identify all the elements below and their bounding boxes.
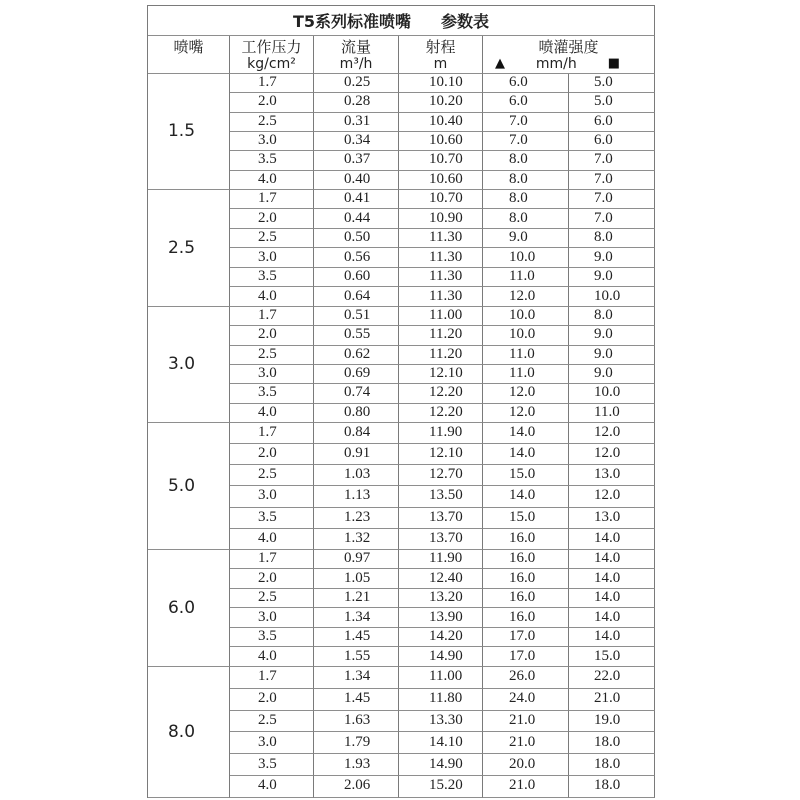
pressure-cell: 4.0 — [230, 647, 314, 667]
header-pressure-unit: kg/cm² — [247, 56, 296, 72]
intensity-triangle-cell: 6.0 — [483, 93, 569, 112]
nozzle-size-cell: 2.5 — [148, 190, 230, 307]
flow-cell: 1.05 — [314, 569, 399, 589]
flow-cell: 0.91 — [314, 444, 399, 465]
intensity-square-cell: 6.0 — [569, 113, 655, 132]
flow-cell: 0.37 — [314, 151, 399, 170]
flow-cell: 1.93 — [314, 754, 399, 776]
intensity-triangle-cell: 8.0 — [483, 171, 569, 190]
flow-cell: 1.21 — [314, 589, 399, 609]
intensity-square-cell: 7.0 — [569, 190, 655, 210]
range-cell: 14.90 — [399, 647, 483, 667]
intensity-triangle-cell: 8.0 — [483, 190, 569, 210]
flow-cell: 0.80 — [314, 404, 399, 423]
header-range — [399, 36, 483, 74]
range-cell: 11.20 — [399, 326, 483, 345]
square-symbol-icon: ■ — [607, 56, 620, 71]
flow-cell: 1.63 — [314, 711, 399, 733]
pressure-cell: 2.0 — [230, 689, 314, 711]
pressure-cell: 3.5 — [230, 754, 314, 776]
intensity-triangle-cell: 10.0 — [483, 248, 569, 268]
intensity-triangle-cell: 16.0 — [483, 569, 569, 589]
intensity-triangle-cell: 15.0 — [483, 508, 569, 529]
flow-cell: 1.13 — [314, 486, 399, 507]
intensity-square-cell: 19.0 — [569, 711, 655, 733]
intensity-square-cell: 9.0 — [569, 248, 655, 268]
range-cell: 12.10 — [399, 365, 483, 384]
intensity-triangle-cell: 14.0 — [483, 444, 569, 465]
range-cell: 10.90 — [399, 209, 483, 229]
intensity-triangle-cell: 20.0 — [483, 754, 569, 776]
pressure-cell: 4.0 — [230, 171, 314, 190]
flow-cell: 0.74 — [314, 384, 399, 403]
intensity-triangle-cell: 17.0 — [483, 628, 569, 648]
flow-cell: 0.28 — [314, 93, 399, 112]
intensity-triangle-cell: 12.0 — [483, 384, 569, 403]
range-cell: 12.10 — [399, 444, 483, 465]
pressure-cell: 3.0 — [230, 248, 314, 268]
intensity-triangle-cell: 16.0 — [483, 550, 569, 570]
intensity-square-cell: 9.0 — [569, 365, 655, 384]
intensity-triangle-cell: 14.0 — [483, 423, 569, 444]
intensity-square-cell: 22.0 — [569, 667, 655, 689]
range-cell: 11.30 — [399, 229, 483, 249]
flow-cell: 0.31 — [314, 113, 399, 132]
header-intensity-label: 喷灌强度 — [538, 38, 599, 56]
intensity-square-cell: 7.0 — [569, 151, 655, 170]
range-cell: 11.30 — [399, 248, 483, 268]
intensity-triangle-cell: 15.0 — [483, 465, 569, 486]
flow-cell: 0.40 — [314, 171, 399, 190]
intensity-square-cell: 12.0 — [569, 486, 655, 507]
range-cell: 10.40 — [399, 113, 483, 132]
triangle-symbol-icon: ▲ — [495, 56, 505, 71]
header-intensity-unit: mm/h — [535, 56, 577, 72]
flow-cell: 1.45 — [314, 689, 399, 711]
intensity-triangle-cell: 16.0 — [483, 589, 569, 609]
pressure-cell: 3.5 — [230, 508, 314, 529]
pressure-cell: 4.0 — [230, 287, 314, 307]
pressure-cell: 3.0 — [230, 132, 314, 151]
header-nozzle — [148, 36, 230, 74]
range-cell: 14.90 — [399, 754, 483, 776]
range-cell: 10.60 — [399, 171, 483, 190]
intensity-square-cell: 13.0 — [569, 465, 655, 486]
range-cell: 12.70 — [399, 465, 483, 486]
range-cell: 13.30 — [399, 711, 483, 733]
flow-cell: 0.50 — [314, 229, 399, 249]
flow-cell: 1.32 — [314, 529, 399, 550]
pressure-cell: 4.0 — [230, 529, 314, 550]
intensity-triangle-cell: 9.0 — [483, 229, 569, 249]
pressure-cell: 3.5 — [230, 628, 314, 648]
flow-cell: 0.55 — [314, 326, 399, 345]
intensity-triangle-cell: 11.0 — [483, 346, 569, 365]
intensity-triangle-cell: 21.0 — [483, 711, 569, 733]
intensity-square-cell: 6.0 — [569, 132, 655, 151]
intensity-square-cell: 14.0 — [569, 550, 655, 570]
pressure-cell: 1.7 — [230, 423, 314, 444]
range-cell: 11.00 — [399, 307, 483, 326]
intensity-square-cell: 9.0 — [569, 346, 655, 365]
header-intensity — [483, 36, 655, 74]
pressure-cell: 3.0 — [230, 732, 314, 754]
header-intensity-unit-line — [483, 56, 654, 72]
header-range-label: 射程 — [425, 38, 456, 56]
pressure-cell: 1.7 — [230, 190, 314, 210]
range-cell: 14.10 — [399, 732, 483, 754]
intensity-triangle-cell: 7.0 — [483, 113, 569, 132]
intensity-square-cell: 7.0 — [569, 171, 655, 190]
pressure-cell: 4.0 — [230, 776, 314, 798]
range-cell: 11.30 — [399, 287, 483, 307]
intensity-square-cell: 9.0 — [569, 268, 655, 288]
intensity-square-cell: 18.0 — [569, 754, 655, 776]
intensity-square-cell: 9.0 — [569, 326, 655, 345]
range-cell: 11.00 — [399, 667, 483, 689]
intensity-triangle-cell: 10.0 — [483, 326, 569, 345]
range-cell: 10.10 — [399, 74, 483, 93]
intensity-triangle-cell: 11.0 — [483, 365, 569, 384]
table-title — [148, 6, 655, 36]
range-cell: 10.70 — [399, 190, 483, 210]
intensity-triangle-cell: 17.0 — [483, 647, 569, 667]
flow-cell: 0.84 — [314, 423, 399, 444]
intensity-square-cell: 14.0 — [569, 529, 655, 550]
intensity-square-cell: 14.0 — [569, 589, 655, 609]
header-pressure — [230, 36, 314, 74]
intensity-square-cell: 10.0 — [569, 287, 655, 307]
flow-cell: 0.62 — [314, 346, 399, 365]
range-cell: 12.20 — [399, 384, 483, 403]
range-cell: 13.90 — [399, 608, 483, 628]
header-flow — [314, 36, 399, 74]
flow-cell: 1.79 — [314, 732, 399, 754]
intensity-triangle-cell: 12.0 — [483, 287, 569, 307]
nozzle-size-cell: 8.0 — [148, 667, 230, 798]
intensity-square-cell: 10.0 — [569, 384, 655, 403]
range-cell: 11.30 — [399, 268, 483, 288]
intensity-triangle-cell: 8.0 — [483, 151, 569, 170]
range-cell: 12.20 — [399, 404, 483, 423]
flow-cell: 1.34 — [314, 608, 399, 628]
pressure-cell: 2.0 — [230, 326, 314, 345]
intensity-triangle-cell: 21.0 — [483, 732, 569, 754]
pressure-cell: 1.7 — [230, 74, 314, 93]
pressure-cell: 2.5 — [230, 113, 314, 132]
range-cell: 13.70 — [399, 508, 483, 529]
intensity-triangle-cell: 21.0 — [483, 776, 569, 798]
flow-cell: 2.06 — [314, 776, 399, 798]
pressure-cell: 1.7 — [230, 307, 314, 326]
intensity-square-cell: 5.0 — [569, 93, 655, 112]
intensity-triangle-cell: 14.0 — [483, 486, 569, 507]
nozzle-size-cell: 1.5 — [148, 74, 230, 190]
pressure-cell: 2.5 — [230, 465, 314, 486]
table-title-suffix: 参数表 — [441, 12, 490, 31]
intensity-square-cell: 11.0 — [569, 404, 655, 423]
range-cell: 11.20 — [399, 346, 483, 365]
flow-cell: 0.97 — [314, 550, 399, 570]
flow-cell: 0.60 — [314, 268, 399, 288]
pressure-cell: 2.5 — [230, 346, 314, 365]
flow-cell: 1.23 — [314, 508, 399, 529]
flow-cell: 0.34 — [314, 132, 399, 151]
pressure-cell: 3.0 — [230, 608, 314, 628]
flow-cell: 0.44 — [314, 209, 399, 229]
header-flow-unit: m³/h — [339, 56, 373, 72]
nozzle-size-cell: 6.0 — [148, 550, 230, 667]
intensity-triangle-cell: 24.0 — [483, 689, 569, 711]
intensity-square-cell: 12.0 — [569, 423, 655, 444]
flow-cell: 0.69 — [314, 365, 399, 384]
pressure-cell: 3.0 — [230, 365, 314, 384]
intensity-triangle-cell: 11.0 — [483, 268, 569, 288]
pressure-cell: 2.5 — [230, 711, 314, 733]
nozzle-size-cell: 3.0 — [148, 307, 230, 423]
range-cell: 14.20 — [399, 628, 483, 648]
header-range-unit: m — [433, 56, 448, 72]
pressure-cell: 2.5 — [230, 589, 314, 609]
intensity-square-cell: 12.0 — [569, 444, 655, 465]
intensity-square-cell: 8.0 — [569, 307, 655, 326]
range-cell: 10.70 — [399, 151, 483, 170]
intensity-square-cell: 18.0 — [569, 732, 655, 754]
pressure-cell: 3.5 — [230, 151, 314, 170]
flow-cell: 0.64 — [314, 287, 399, 307]
nozzle-size-cell: 5.0 — [148, 423, 230, 550]
flow-cell: 0.25 — [314, 74, 399, 93]
pressure-cell: 2.0 — [230, 93, 314, 112]
flow-cell: 0.41 — [314, 190, 399, 210]
intensity-triangle-cell: 16.0 — [483, 608, 569, 628]
pressure-cell: 3.0 — [230, 486, 314, 507]
flow-cell: 0.51 — [314, 307, 399, 326]
intensity-square-cell: 7.0 — [569, 209, 655, 229]
flow-cell: 1.34 — [314, 667, 399, 689]
range-cell: 11.90 — [399, 423, 483, 444]
pressure-cell: 1.7 — [230, 550, 314, 570]
range-cell: 11.90 — [399, 550, 483, 570]
range-cell: 15.20 — [399, 776, 483, 798]
range-cell: 10.20 — [399, 93, 483, 112]
range-cell: 13.70 — [399, 529, 483, 550]
range-cell: 13.50 — [399, 486, 483, 507]
pressure-cell: 2.0 — [230, 209, 314, 229]
intensity-triangle-cell: 16.0 — [483, 529, 569, 550]
pressure-cell: 3.5 — [230, 268, 314, 288]
range-cell: 12.40 — [399, 569, 483, 589]
pressure-cell: 2.0 — [230, 569, 314, 589]
intensity-triangle-cell: 8.0 — [483, 209, 569, 229]
flow-cell: 1.55 — [314, 647, 399, 667]
header-flow-label: 流量 — [340, 38, 371, 56]
intensity-triangle-cell: 12.0 — [483, 404, 569, 423]
range-cell: 13.20 — [399, 589, 483, 609]
intensity-square-cell: 14.0 — [569, 569, 655, 589]
intensity-square-cell: 15.0 — [569, 647, 655, 667]
flow-cell: 1.03 — [314, 465, 399, 486]
pressure-cell: 2.5 — [230, 229, 314, 249]
pressure-cell: 4.0 — [230, 404, 314, 423]
intensity-square-cell: 13.0 — [569, 508, 655, 529]
intensity-square-cell: 14.0 — [569, 628, 655, 648]
intensity-square-cell: 18.0 — [569, 776, 655, 798]
intensity-square-cell: 5.0 — [569, 74, 655, 93]
intensity-triangle-cell: 7.0 — [483, 132, 569, 151]
intensity-square-cell: 14.0 — [569, 608, 655, 628]
range-cell: 11.80 — [399, 689, 483, 711]
intensity-triangle-cell: 26.0 — [483, 667, 569, 689]
flow-cell: 1.45 — [314, 628, 399, 648]
pressure-cell: 2.0 — [230, 444, 314, 465]
header-nozzle-label: 喷嘴 — [173, 38, 204, 56]
intensity-square-cell: 8.0 — [569, 229, 655, 249]
range-cell: 10.60 — [399, 132, 483, 151]
flow-cell: 0.56 — [314, 248, 399, 268]
intensity-square-cell: 21.0 — [569, 689, 655, 711]
table-title-main: T5系列标准喷嘴 — [292, 12, 412, 31]
pressure-cell: 3.5 — [230, 384, 314, 403]
header-pressure-label: 工作压力 — [241, 38, 302, 56]
intensity-triangle-cell: 10.0 — [483, 307, 569, 326]
parameter-table — [147, 5, 655, 798]
pressure-cell: 1.7 — [230, 667, 314, 689]
intensity-triangle-cell: 6.0 — [483, 74, 569, 93]
